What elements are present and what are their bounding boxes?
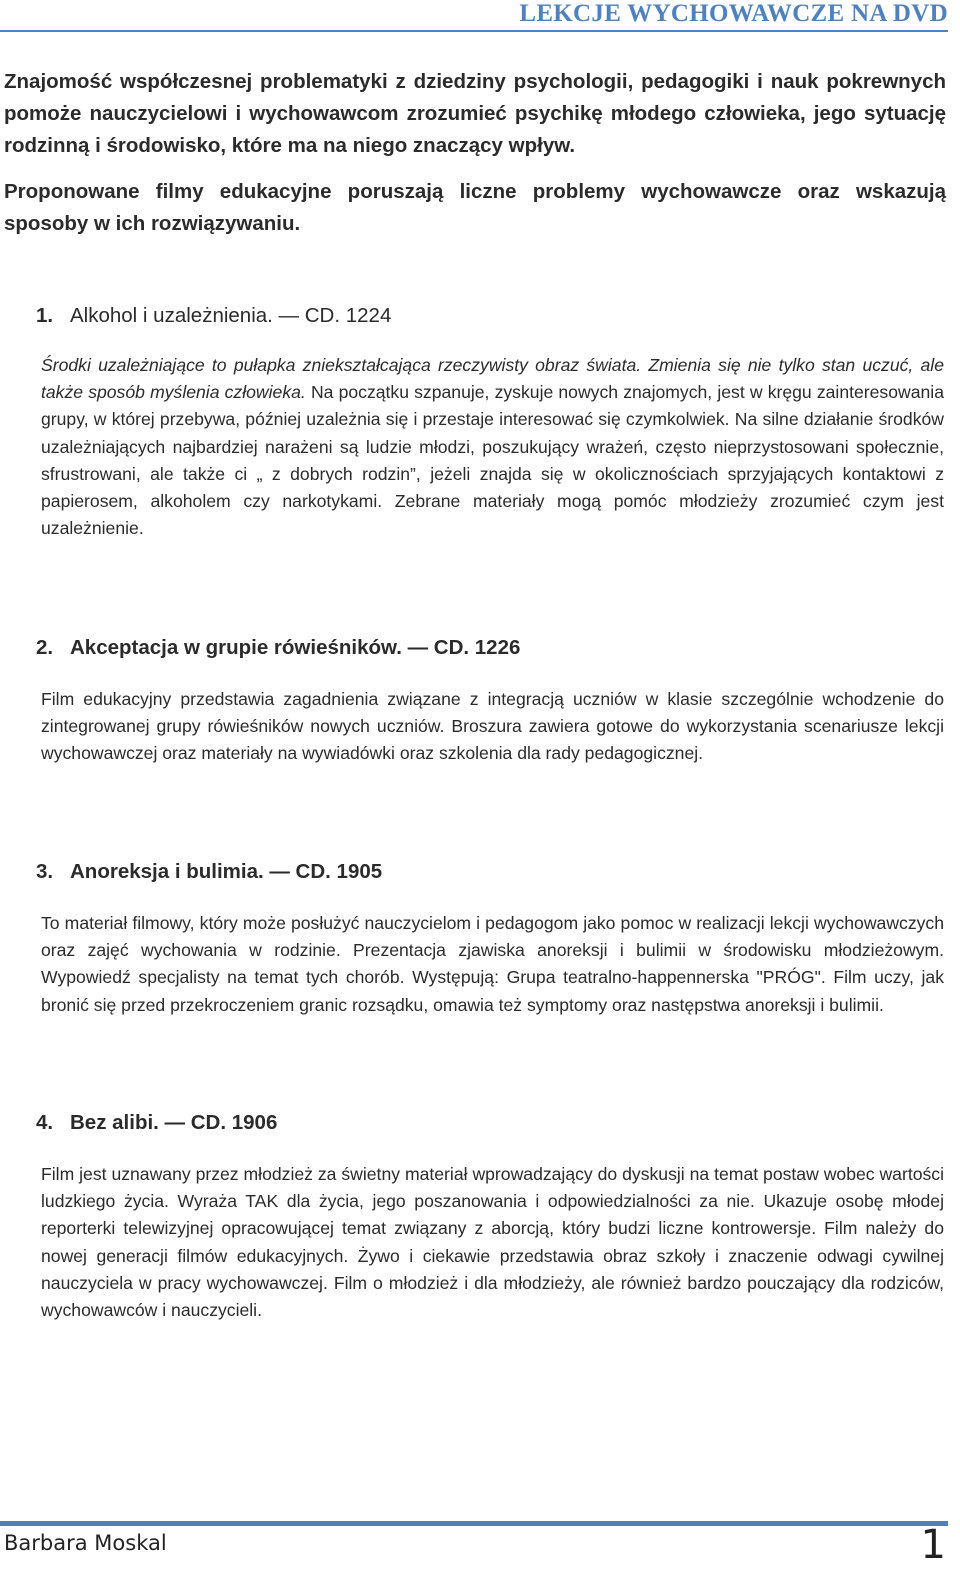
section-2-heading — [36, 632, 520, 664]
section-3-heading — [36, 856, 382, 888]
section-2-title: Akceptacja w grupie rówieśników. — CD. 1226 — [70, 636, 521, 659]
section-3-number: 3. — [36, 860, 54, 883]
section-4-heading — [36, 1107, 277, 1139]
header-rule — [0, 30, 948, 32]
section-1-body — [41, 352, 944, 542]
header-title: LEKCJE WYCHOWAWCZE NA DVD — [519, 0, 948, 27]
intro-paragraph-1: Znajomość współczesnej problematyki z dziedziny psychologii, pedagogiki i nauk pokrewnych pomoże nauczycielowi i wychowawcom zrozumieć psychikę młodego człowieka, jego sytuację rodzinną i środowisko, które ma na niego znaczący wpływ. — [4, 70, 946, 157]
section-1-heading — [36, 300, 391, 332]
footer-author: Barbara Moskal — [4, 1531, 167, 1555]
section-1-code: 1224 — [345, 304, 392, 327]
section-1-title: Alkohol i uzależnienia. — CD. — [70, 304, 341, 327]
page-number: 1 — [920, 1522, 946, 1568]
section-2-number: 2. — [36, 636, 54, 659]
section-3-body: To materiał filmowy, który może posłużyć nauczycielom i pedagogom jako pomoc w realizacji lekcji wychowawczych oraz zajęć wychowania w rodzinie. Prezentacja zjawiska anoreksji i bulimii w środowisku młodzieżowym. Wypowiedź specjalisty na temat tych chorób. Występują: Grupa teatralno-happennerska "PRÓG". Film uczy, jak bronić się przed przekroczeniem granic rozsądku, omawia też symptomy oraz następstwa anoreksji i bulimii. — [41, 913, 944, 1015]
section-4-title: Bez alibi. — CD. 1906 — [70, 1111, 278, 1134]
section-4-number: 4. — [36, 1111, 54, 1134]
section-1-text: Na początku szpanuje, zyskuje nowych znajomych, jest w kręgu zainteresowania grupy, w której przebywa, później uzależnia się i przestaje interesować się czymkolwiek. Na silne działanie środków uzależniających najbardziej narażeni są ludzie młodzi, poszukujący wrażeń, często nieprzystosowani społecznie, sfrustrowani, ale także ci „ z dobrych rodzin”, jeżeli znajda się w okolicznościach sprzyjających kontaktowi z papierosem, alkoholem czy narkotykami. Zebrane materiały mogą pomóc młodzieży zrozumieć czym jest uzależnienie. — [41, 382, 944, 539]
section-1-number: 1. — [36, 304, 54, 327]
section-1-italic-text: Środki uzależniające to pułapka zniekształcająca rzeczywisty obraz świata. Zmienia się nie tylko stan uczuć, ale także sposób myślenia człowieka. — [41, 355, 944, 403]
footer-rule — [0, 1521, 948, 1526]
section-2-body: Film edukacyjny przedstawia zagadnienia związane z integracją uczniów w klasie szczególnie wchodzenie do zintegrowanej grupy rówieśników nowych uczniów. Broszura zawiera gotowe do wykorzystania scenariusze lekcji wychowawczej oraz materiały na wywiadówki oraz szkolenia dla rady pedagogicznej. — [41, 689, 944, 764]
intro-paragraph-2: Proponowane filmy edukacyjne poruszają liczne problemy wychowawcze oraz wskazują sposoby w ich rozwiązywaniu. — [4, 180, 946, 235]
section-4-body: Film jest uznawany przez młodzież za świetny materiał wprowadzający do dyskusji na temat postaw wobec wartości ludzkiego życia. Wyraża TAK dla życia, jego poszanowania i odpowiedzialności za nie. Ukazuje osobę młodej reporterki telewizyjnej opracowującej temat związany z aborcją, który budzi liczne kontrowersje. Film należy do nowej generacji filmów edukacyjnych. Żywo i ciekawie przedstawia obraz szkoły i znaczenie odwagi cywilnej nauczyciela w pracy wychowawczej. Film o młodzież i dla młodzieży, ale również bardzo pouczający dla rodziców, wychowawców i nauczycieli. — [41, 1164, 944, 1321]
section-3-title: Anoreksja i bulimia. — CD. 1905 — [70, 860, 383, 883]
